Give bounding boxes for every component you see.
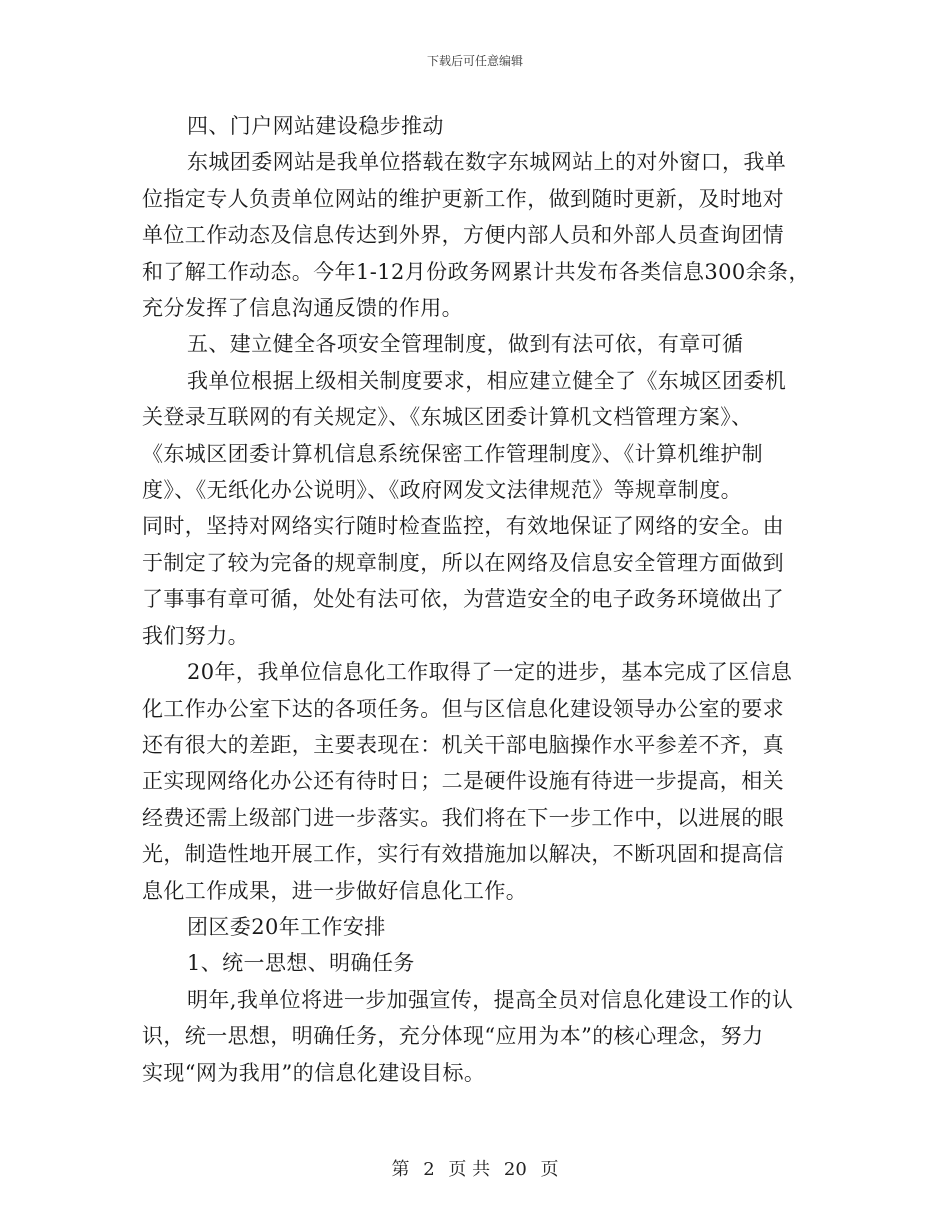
text-line: 东城团委网站是我单位搭载在数字东城网站上的对外窗口，我单 xyxy=(187,150,787,175)
text-line: 和了解工作动态。今年1-12月份政务网累计共发布各类信息300余条， xyxy=(142,259,810,284)
text-line: 度》、《无纸化办公说明》、《政府网发文法律规范》等规章制度。 xyxy=(142,478,742,503)
text-line: 明年,我单位将进一步加强宣传，提高全员对信息化建设工作的认 xyxy=(187,987,794,1012)
text-line: 1、统一思想、明确任务 xyxy=(187,951,415,976)
text-line: 实现“网为我用”的信息化建设目标。 xyxy=(142,1060,486,1085)
text-line: 我们努力。 xyxy=(142,623,249,648)
page-header-note: 下载后可任意编辑 xyxy=(426,54,523,68)
text-line: 正实现网络化办公还有待时日；二是硬件设施有待进一步提高，相关 xyxy=(142,769,784,794)
text-line: 了事事有章可循，处处有法可依，为营造安全的电子政务环境做出了 xyxy=(142,587,784,612)
text-line: 团区委20年工作安排 xyxy=(187,914,386,939)
text-line: 息化工作成果，进一步做好信息化工作。 xyxy=(142,878,528,903)
text-line: 《东城区团委计算机信息系统保密工作管理制度》、《计算机维护制 xyxy=(142,441,763,466)
text-line: 位指定专人负责单位网站的维护更新工作，做到随时更新，及时地对 xyxy=(142,186,784,211)
text-line: 识，统一思想，明确任务，充分体现“应用为本”的核心理念，努力 xyxy=(142,1024,764,1049)
text-line: 充分发挥了信息沟通反馈的作用。 xyxy=(142,296,463,321)
text-line: 于制定了较为完备的规章制度，所以在网络及信息安全管理方面做到 xyxy=(142,550,784,575)
footer-suffix: 页 xyxy=(540,1159,559,1180)
text-line: 四、门户网站建设稳步推动 xyxy=(187,114,444,138)
page-footer xyxy=(0,1155,950,1181)
text-line: 单位工作动态及信息传达到外界，方便内部人员和外部人员查询团情 xyxy=(142,223,784,248)
text-line: 五、建立健全各项安全管理制度，做到有法可依，有章可循 xyxy=(187,332,744,357)
footer-prefix: 第 xyxy=(391,1159,410,1180)
footer-middle: 页 共 xyxy=(448,1159,491,1180)
text-line: 我单位根据上级相关制度要求，相应建立健全了《东城区团委机 xyxy=(187,368,787,393)
text-line: 20年，我单位信息化工作取得了一定的进步，基本完成了区信息 xyxy=(187,660,793,685)
footer-page-number: 2 xyxy=(423,1159,435,1180)
document-body xyxy=(142,108,812,1091)
text-line: 光，制造性地开展工作，实行有效措施加以解决，不断巩固和提高信 xyxy=(142,842,784,867)
text-line: 还有很大的差距，主要表现在：机关干部电脑操作水平参差不齐，真 xyxy=(142,732,784,757)
text-line: 关登录互联网的有关规定》、《东城区团委计算机文档管理方案》、 xyxy=(142,405,753,430)
text-line: 经费还需上级部门进一步落实。我们将在下一步工作中，以进展的眼 xyxy=(142,805,784,830)
text-line: 同时，坚持对网络实行随时检查监控，有效地保证了网络的安全。由 xyxy=(142,514,784,539)
text-line: 化工作办公室下达的各项任务。但与区信息化建设领导办公室的要求 xyxy=(142,696,784,721)
footer-total-pages: 20 xyxy=(503,1159,527,1180)
